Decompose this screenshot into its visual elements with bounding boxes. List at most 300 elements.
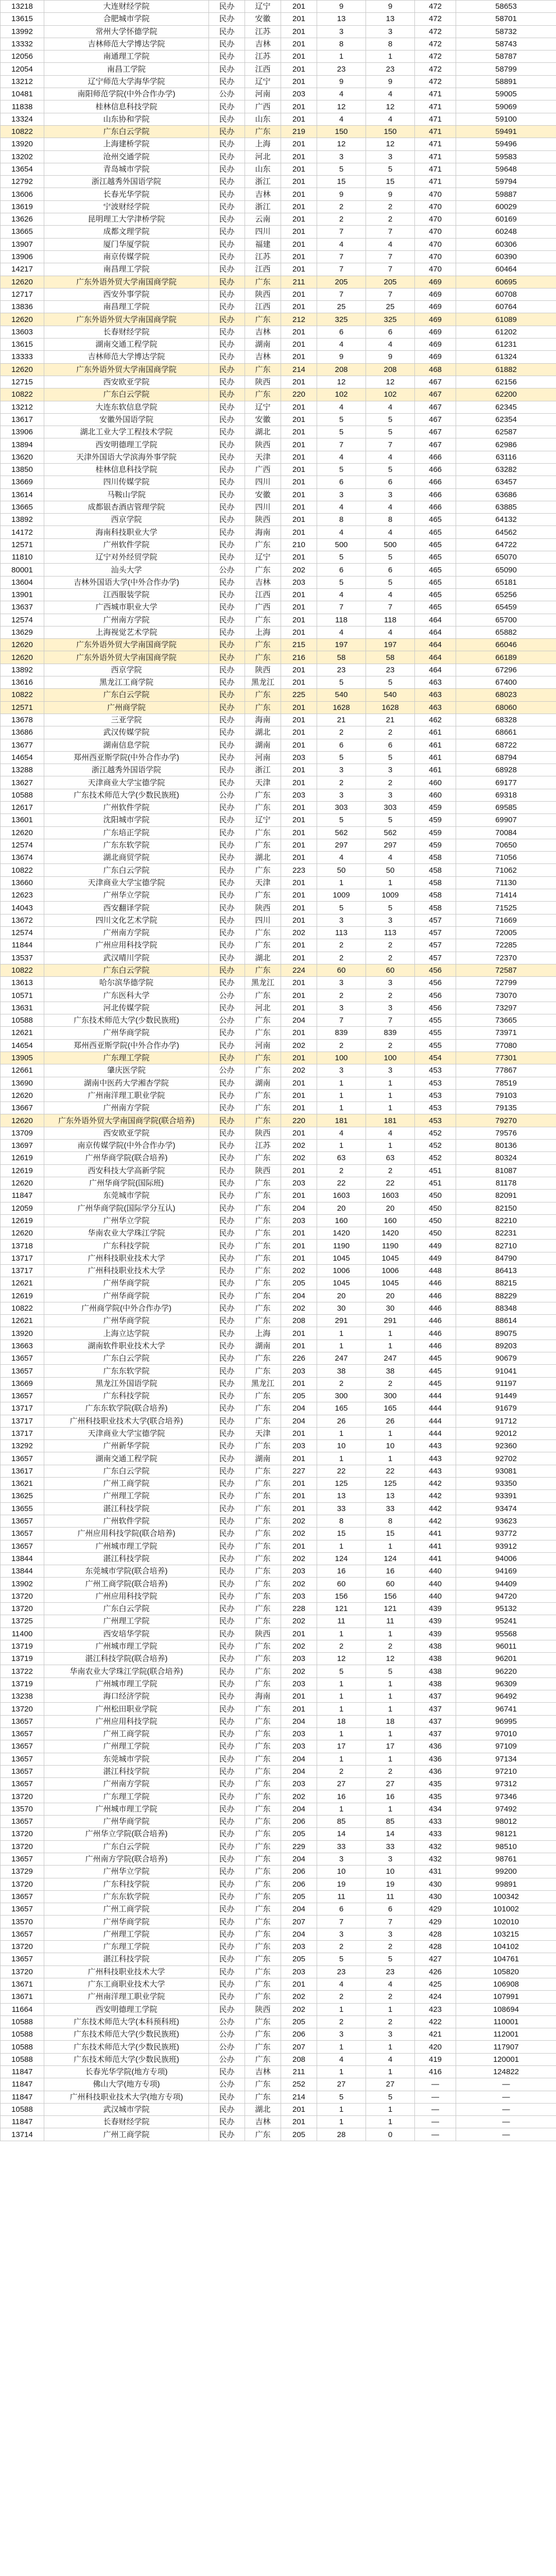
min-score-cell: —	[415, 2128, 456, 2141]
school-code-cell: 13660	[1, 876, 44, 889]
min-score-cell: 461	[415, 726, 456, 739]
table-row	[1, 1953, 556, 1965]
plan-count-cell: 3	[317, 25, 366, 38]
plan-count-cell: 38	[317, 1365, 366, 1377]
province-cell: 辽宁	[245, 75, 281, 88]
min-score-cell: 450	[415, 1227, 456, 1240]
school-name-cell: 马鞍山学院	[44, 488, 209, 501]
school-name-cell: 青岛城市学院	[44, 163, 209, 175]
province-cell: 广西	[245, 463, 281, 476]
admitted-count-cell: 1	[366, 1089, 415, 1101]
school-type-cell: 公办	[209, 2028, 245, 2041]
table-row	[1, 238, 556, 250]
table-row	[1, 1365, 556, 1377]
school-code-cell: 13906	[1, 426, 44, 438]
school-type-cell: 民办	[209, 138, 245, 150]
group-code-cell: 201	[281, 1052, 317, 1064]
plan-count-cell: 7	[317, 601, 366, 614]
table-row	[1, 1027, 556, 1039]
admitted-count-cell: 18	[366, 1715, 415, 1727]
school-name-cell: 广东科技学院	[44, 1389, 209, 1402]
min-score-cell: 439	[415, 1615, 456, 1628]
table-row	[1, 2003, 556, 2015]
school-code-cell: 13631	[1, 1002, 44, 1014]
min-score-cell: 439	[415, 1628, 456, 1640]
province-cell: 天津	[245, 1427, 281, 1439]
school-name-cell: 西安明德理工学院	[44, 2003, 209, 2015]
school-code-cell: 13202	[1, 150, 44, 163]
school-name-cell: 广州松田职业学院	[44, 1703, 209, 1715]
plan-count-cell: 7	[317, 438, 366, 451]
province-cell: 江苏	[245, 1140, 281, 1152]
school-code-cell: 13614	[1, 488, 44, 501]
table-row	[1, 1190, 556, 1202]
table-row	[1, 739, 556, 751]
table-row	[1, 176, 556, 188]
group-code-cell: 201	[281, 601, 317, 614]
table-row	[1, 1665, 556, 1677]
school-type-cell: 民办	[209, 1290, 245, 1302]
province-cell: 广东	[245, 939, 281, 952]
province-cell: 广东	[245, 1277, 281, 1290]
school-name-cell: 广州理工学院	[44, 1740, 209, 1753]
school-code-cell: 12574	[1, 926, 44, 939]
plan-count-cell: 160	[317, 1214, 366, 1227]
school-type-cell: 民办	[209, 914, 245, 926]
school-type-cell: 民办	[209, 2003, 245, 2015]
school-type-cell: 民办	[209, 1653, 245, 1665]
school-type-cell: 民办	[209, 2103, 245, 2115]
school-type-cell: 民办	[209, 876, 245, 889]
table-row	[1, 676, 556, 689]
admitted-count-cell: 118	[366, 614, 415, 626]
min-score-cell: 437	[415, 1690, 456, 1703]
school-code-cell: 12620	[1, 1114, 44, 1127]
min-score-cell: 458	[415, 852, 456, 864]
min-score-cell: 459	[415, 826, 456, 839]
min-score-cell: 457	[415, 926, 456, 939]
min-score-cell: 466	[415, 501, 456, 513]
group-code-cell: 203	[281, 1214, 317, 1227]
province-cell: 湖北	[245, 726, 281, 739]
admitted-count-cell: 1	[366, 2041, 415, 2053]
min-score-cell: 428	[415, 1941, 456, 1953]
admitted-count-cell: 4	[366, 626, 415, 638]
province-cell: 山东	[245, 113, 281, 125]
table-row	[1, 2091, 556, 2103]
school-code-cell: 11400	[1, 1628, 44, 1640]
min-rank-cell: 102010	[456, 1916, 556, 1928]
min-score-cell: 435	[415, 1778, 456, 1790]
school-code-cell: 14217	[1, 263, 44, 276]
min-score-cell: 440	[415, 1578, 456, 1590]
min-score-cell: 438	[415, 1665, 456, 1677]
school-name-cell: 广州南洋理工职业学院	[44, 1991, 209, 2003]
province-cell: 广东	[245, 1264, 281, 1277]
min-score-cell: 449	[415, 1252, 456, 1264]
min-rank-cell: 91679	[456, 1402, 556, 1415]
school-code-cell: 10588	[1, 2053, 44, 2065]
school-type-cell: 民办	[209, 1965, 245, 1978]
plan-count-cell: 3	[317, 488, 366, 501]
plan-count-cell: 125	[317, 1478, 366, 1490]
plan-count-cell: 150	[317, 125, 366, 138]
table-row	[1, 438, 556, 451]
province-cell: 广东	[245, 926, 281, 939]
table-row	[1, 601, 556, 614]
school-name-cell: 天津外国语大学滨海外事学院	[44, 451, 209, 463]
school-code-cell: 13657	[1, 1890, 44, 1903]
admitted-count-cell: 1	[366, 1327, 415, 1340]
province-cell: 广东	[245, 1089, 281, 1101]
min-rank-cell: 61089	[456, 313, 556, 326]
province-cell: 广东	[245, 1778, 281, 1790]
school-name-cell: 广州华商学院(国际班)	[44, 1177, 209, 1189]
table-row	[1, 1816, 556, 1828]
min-rank-cell: 63885	[456, 501, 556, 513]
group-code-cell: 204	[281, 1765, 317, 1777]
plan-count-cell: 3	[317, 2028, 366, 2041]
school-code-cell: 14172	[1, 526, 44, 538]
admitted-count-cell: 16	[366, 1565, 415, 1578]
school-code-cell: 10822	[1, 1302, 44, 1314]
min-rank-cell: 59496	[456, 138, 556, 150]
admitted-count-cell: 125	[366, 1478, 415, 1490]
min-score-cell: 466	[415, 451, 456, 463]
school-name-cell: 海南科技职业大学	[44, 526, 209, 538]
min-score-cell: 461	[415, 751, 456, 764]
min-score-cell: —	[415, 2078, 456, 2091]
plan-count-cell: 1	[317, 1452, 366, 1465]
province-cell: 陕西	[245, 1127, 281, 1139]
table-row	[1, 100, 556, 113]
school-name-cell: 广东外语外贸大学南国商学院	[44, 651, 209, 664]
group-code-cell: 212	[281, 313, 317, 326]
school-code-cell: 13657	[1, 1740, 44, 1753]
school-type-cell: 民办	[209, 63, 245, 75]
min-score-cell: 456	[415, 964, 456, 976]
min-rank-cell: 84790	[456, 1252, 556, 1264]
school-code-cell: 13686	[1, 726, 44, 739]
school-name-cell: 汕头大学	[44, 564, 209, 576]
min-rank-cell: 66046	[456, 639, 556, 651]
table-row	[1, 1315, 556, 1327]
group-code-cell: 201	[281, 426, 317, 438]
group-code-cell: 201	[281, 50, 317, 63]
province-cell: 广东	[245, 1916, 281, 1928]
table-row	[1, 163, 556, 175]
min-rank-cell: 96492	[456, 1690, 556, 1703]
group-code-cell: 203	[281, 1740, 317, 1753]
province-cell: 广东	[245, 1315, 281, 1327]
min-score-cell: 470	[415, 263, 456, 276]
table-row	[1, 926, 556, 939]
min-score-cell: 452	[415, 1152, 456, 1164]
school-code-cell: 10822	[1, 125, 44, 138]
province-cell: 广东	[245, 1478, 281, 1490]
school-code-cell: 80001	[1, 564, 44, 576]
group-code-cell: 202	[281, 926, 317, 939]
group-code-cell: 201	[281, 739, 317, 751]
admitted-count-cell: 1	[366, 1727, 415, 1740]
group-code-cell: 202	[281, 1039, 317, 1052]
admitted-count-cell: 4	[366, 588, 415, 601]
plan-count-cell: 2	[317, 1765, 366, 1777]
plan-count-cell: 1	[317, 2065, 366, 2078]
admitted-count-cell: 2	[366, 776, 415, 789]
table-row	[1, 1202, 556, 1214]
plan-count-cell: 1	[317, 1690, 366, 1703]
school-code-cell: 12619	[1, 1152, 44, 1164]
table-row	[1, 413, 556, 426]
min-rank-cell: 96220	[456, 1665, 556, 1677]
school-name-cell: 长春光华学院(地方专项)	[44, 2065, 209, 2078]
min-rank-cell: 94409	[456, 1578, 556, 1590]
table-row	[1, 213, 556, 226]
school-type-cell: 民办	[209, 526, 245, 538]
school-type-cell: 民办	[209, 13, 245, 25]
admitted-count-cell: 2	[366, 1991, 415, 2003]
school-name-cell: 广东理工学院	[44, 1790, 209, 1803]
school-type-cell: 民办	[209, 301, 245, 313]
admitted-count-cell: 4	[366, 338, 415, 351]
admitted-count-cell: 121	[366, 1603, 415, 1615]
plan-count-cell: 2	[317, 1377, 366, 1389]
table-row	[1, 2128, 556, 2141]
group-code-cell: 201	[281, 1490, 317, 1502]
plan-count-cell: 5	[317, 463, 366, 476]
admitted-count-cell: 85	[366, 1816, 415, 1828]
admitted-count-cell: 5	[366, 2091, 415, 2103]
school-name-cell: 广州华立学院	[44, 889, 209, 902]
group-code-cell: 202	[281, 564, 317, 576]
table-row	[1, 689, 556, 701]
min-rank-cell: 72799	[456, 977, 556, 989]
school-name-cell: 四川文化艺术学院	[44, 914, 209, 926]
min-rank-cell: 97492	[456, 1803, 556, 1815]
admitted-count-cell: 325	[366, 313, 415, 326]
plan-count-cell: 1	[317, 1327, 366, 1340]
table-row	[1, 1127, 556, 1139]
table-row	[1, 1853, 556, 1865]
min-rank-cell: 60464	[456, 263, 556, 276]
group-code-cell: 201	[281, 200, 317, 213]
plan-count-cell: 1190	[317, 1240, 366, 1252]
school-type-cell: 民办	[209, 113, 245, 125]
admitted-count-cell: 1628	[366, 701, 415, 714]
min-rank-cell: 68023	[456, 689, 556, 701]
min-score-cell: 440	[415, 1590, 456, 1602]
admitted-count-cell: 1603	[366, 1190, 415, 1202]
school-type-cell: 民办	[209, 188, 245, 200]
plan-count-cell: 16	[317, 1565, 366, 1578]
admitted-count-cell: 15	[366, 176, 415, 188]
table-row	[1, 2078, 556, 2091]
admitted-count-cell: 38	[366, 1365, 415, 1377]
school-type-cell: 民办	[209, 1402, 245, 1415]
min-score-cell: 451	[415, 1164, 456, 1177]
min-rank-cell: 91712	[456, 1415, 556, 1427]
school-name-cell: 广东培正学院	[44, 826, 209, 839]
school-code-cell: 13901	[1, 588, 44, 601]
group-code-cell: 202	[281, 1140, 317, 1152]
school-code-cell: 11847	[1, 2078, 44, 2091]
min-score-cell: 430	[415, 1890, 456, 1903]
school-name-cell: 广东东软学院(联合培养)	[44, 1402, 209, 1415]
table-row	[1, 1327, 556, 1340]
province-cell: 四川	[245, 476, 281, 488]
plan-count-cell: 1	[317, 1140, 366, 1152]
province-cell: 广东	[245, 1190, 281, 1202]
school-type-cell: 民办	[209, 814, 245, 826]
province-cell: 江苏	[245, 50, 281, 63]
school-code-cell: 12619	[1, 1164, 44, 1177]
admitted-count-cell: 1	[366, 1703, 415, 1715]
admitted-count-cell: 7	[366, 601, 415, 614]
min-score-cell: 466	[415, 488, 456, 501]
table-row	[1, 1628, 556, 1640]
province-cell: 广东	[245, 276, 281, 288]
school-type-cell: 民办	[209, 488, 245, 501]
plan-count-cell: 20	[317, 1290, 366, 1302]
admitted-count-cell: 5	[366, 676, 415, 689]
school-type-cell: 民办	[209, 2065, 245, 2078]
min-rank-cell: 90679	[456, 1352, 556, 1365]
group-code-cell: 201	[281, 463, 317, 476]
min-score-cell: 465	[415, 564, 456, 576]
group-code-cell: 201	[281, 13, 317, 25]
group-code-cell: 201	[281, 501, 317, 513]
admitted-count-cell: 3	[366, 789, 415, 801]
plan-count-cell: 2	[317, 1164, 366, 1177]
plan-count-cell: 4	[317, 852, 366, 864]
min-score-cell: 469	[415, 351, 456, 363]
min-score-cell: 459	[415, 814, 456, 826]
school-code-cell: 13720	[1, 1790, 44, 1803]
admitted-count-cell: 3	[366, 1064, 415, 1077]
group-code-cell: 201	[281, 1240, 317, 1252]
group-code-cell: 201	[281, 138, 317, 150]
school-name-cell: 广东白云学院	[44, 1465, 209, 1477]
school-name-cell: 沈阳城市学院	[44, 814, 209, 826]
school-name-cell: 南昌理工学院	[44, 263, 209, 276]
school-name-cell: 广东外语外贸大学南国商学院	[44, 639, 209, 651]
admitted-count-cell: 5	[366, 551, 415, 564]
school-name-cell: 吉林师范大学博达学院	[44, 38, 209, 50]
table-row	[1, 1264, 556, 1277]
school-type-cell: 公办	[209, 989, 245, 1002]
table-row	[1, 1164, 556, 1177]
admitted-count-cell: 1045	[366, 1277, 415, 1290]
school-code-cell: 13667	[1, 1102, 44, 1114]
province-cell: 天津	[245, 776, 281, 789]
min-score-cell: 464	[415, 639, 456, 651]
table-row	[1, 1903, 556, 1916]
province-cell: 河南	[245, 751, 281, 764]
admitted-count-cell: 1	[366, 1340, 415, 1352]
province-cell: 广东	[245, 1565, 281, 1578]
group-code-cell: 205	[281, 1828, 317, 1840]
school-code-cell: 13719	[1, 1640, 44, 1652]
group-code-cell: 205	[281, 1277, 317, 1290]
admitted-count-cell: 58	[366, 651, 415, 664]
plan-count-cell: 291	[317, 1315, 366, 1327]
school-code-cell: 13677	[1, 739, 44, 751]
school-code-cell: 12619	[1, 1290, 44, 1302]
min-rank-cell: 97312	[456, 1778, 556, 1790]
min-score-cell: 457	[415, 939, 456, 952]
table-row	[1, 1152, 556, 1164]
province-cell: 广东	[245, 1828, 281, 1840]
group-code-cell: 201	[281, 676, 317, 689]
school-name-cell: 广东外语外贸大学南国商学院	[44, 313, 209, 326]
min-score-cell: 431	[415, 1866, 456, 1878]
province-cell: 广东	[245, 789, 281, 801]
admitted-count-cell: 16	[366, 1790, 415, 1803]
min-score-cell: 453	[415, 1089, 456, 1101]
table-row	[1, 626, 556, 638]
school-code-cell: 13601	[1, 814, 44, 826]
min-rank-cell: 63686	[456, 488, 556, 501]
min-score-cell: 457	[415, 914, 456, 926]
min-score-cell: 461	[415, 764, 456, 776]
min-rank-cell: 79103	[456, 1089, 556, 1101]
school-name-cell: 西安培华学院	[44, 1628, 209, 1640]
min-score-cell: 465	[415, 588, 456, 601]
table-row	[1, 1502, 556, 1515]
table-row	[1, 639, 556, 651]
school-name-cell: 广州工商学院	[44, 2128, 209, 2141]
admitted-count-cell: 6	[366, 564, 415, 576]
min-score-cell: 464	[415, 664, 456, 676]
group-code-cell: 201	[281, 176, 317, 188]
school-name-cell: 天津商业大学宝德学院	[44, 876, 209, 889]
admitted-count-cell: 4	[366, 451, 415, 463]
admitted-count-cell: 4	[366, 526, 415, 538]
min-rank-cell: 64722	[456, 538, 556, 551]
table-row	[1, 376, 556, 388]
school-name-cell: 湛江科技学院	[44, 1953, 209, 1965]
admitted-count-cell: 12	[366, 1653, 415, 1665]
school-code-cell: 12620	[1, 1089, 44, 1101]
plan-count-cell: 2	[317, 1991, 366, 2003]
plan-count-cell: 50	[317, 864, 366, 876]
min-score-cell: 470	[415, 250, 456, 263]
school-code-cell: 13218	[1, 1, 44, 13]
province-cell: 河北	[245, 1002, 281, 1014]
table-row	[1, 1866, 556, 1878]
min-rank-cell: 92702	[456, 1452, 556, 1465]
min-rank-cell: 58891	[456, 75, 556, 88]
school-code-cell: 13669	[1, 1377, 44, 1389]
min-score-cell: 419	[415, 2053, 456, 2065]
admitted-count-cell: 2	[366, 1039, 415, 1052]
province-cell: 广东	[245, 889, 281, 902]
school-type-cell: 民办	[209, 1377, 245, 1389]
school-type-cell: 民办	[209, 1327, 245, 1340]
min-rank-cell: 67400	[456, 676, 556, 689]
min-rank-cell: 59887	[456, 188, 556, 200]
school-code-cell: 13844	[1, 1565, 44, 1578]
min-score-cell: 449	[415, 1240, 456, 1252]
min-score-cell: 436	[415, 1765, 456, 1777]
admitted-count-cell: 303	[366, 802, 415, 814]
school-name-cell: 天津商业大学宝德学院	[44, 1427, 209, 1439]
plan-count-cell: 540	[317, 689, 366, 701]
group-code-cell: 202	[281, 1264, 317, 1277]
min-score-cell: 425	[415, 1978, 456, 1990]
group-code-cell: 201	[281, 488, 317, 501]
